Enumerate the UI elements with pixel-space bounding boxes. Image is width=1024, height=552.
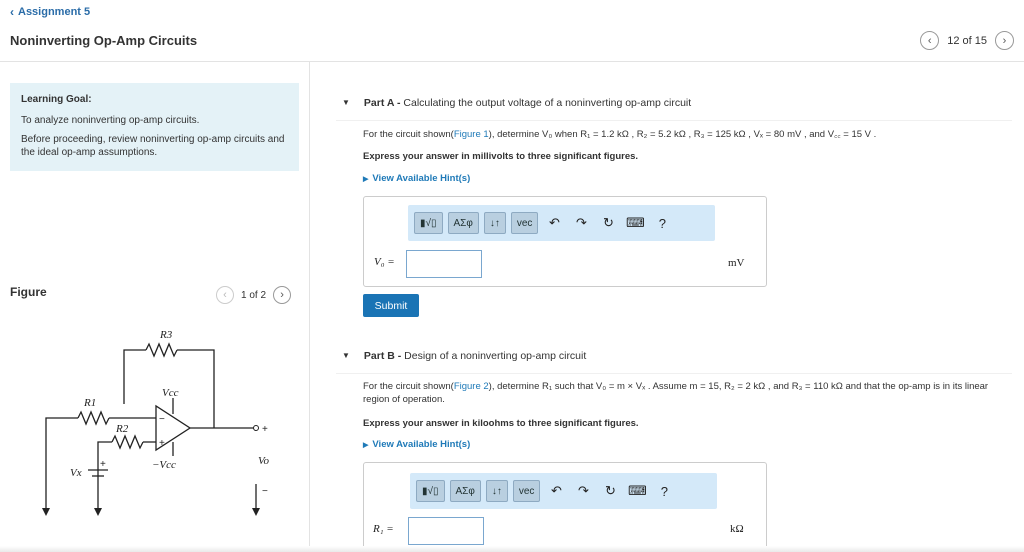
chevron-left-icon: ‹ <box>223 289 227 301</box>
part-b-instruction: Express your answer in kiloohms to three significant figures. <box>363 418 639 429</box>
back-to-assignment-link[interactable] <box>10 5 90 19</box>
part-b-question <box>363 380 1011 407</box>
submit-button[interactable]: Submit <box>363 294 419 317</box>
output-minus-sign: − <box>262 486 268 497</box>
figure-label: Figure <box>10 285 47 299</box>
r1-label: R1 <box>84 397 97 409</box>
expand-triangle-icon: ▶ <box>363 176 369 183</box>
part-a-unit: mV <box>728 257 745 269</box>
reset-icon[interactable]: ↻ <box>602 215 614 230</box>
part-b-math-toolbar <box>410 473 717 509</box>
part-b-title: Design of a noninverting op-amp circuit <box>401 349 587 362</box>
chevron-left-icon: ‹ <box>10 5 14 19</box>
r2-label: R2 <box>116 423 129 435</box>
vcc-label: Vcc <box>162 387 179 399</box>
chevron-left-icon: ‹ <box>927 34 932 47</box>
part-b-header[interactable] <box>336 338 1012 374</box>
part-a-math-toolbar <box>408 205 715 241</box>
part-b-hint-label: View Available Hint(s) <box>372 439 471 450</box>
output-plus-sign: + <box>262 424 268 435</box>
vo-label: Vo <box>258 455 269 467</box>
greek-symbols-button[interactable]: ΑΣφ <box>448 212 479 234</box>
battery-plus-sign: + <box>100 459 106 470</box>
templates-button[interactable]: ▮√▯ <box>416 480 445 502</box>
keyboard-icon[interactable]: ⌨ <box>628 483 647 498</box>
bottom-shadow <box>0 546 1024 552</box>
chevron-right-icon: › <box>280 289 284 301</box>
redo-icon[interactable]: ↷ <box>575 215 587 230</box>
subscript-superscript-button[interactable]: ↓↑ <box>486 480 508 502</box>
part-b-answer-box <box>363 462 767 552</box>
part-a-question-pre: For the circuit shown( <box>363 129 454 140</box>
vector-button[interactable]: vec <box>511 212 539 234</box>
part-b-unit: kΩ <box>730 523 744 535</box>
part-a-title: Calculating the output voltage of a noninverting op-amp circuit <box>400 96 692 109</box>
page-title: Noninverting Op-Amp Circuits <box>10 33 198 48</box>
help-icon[interactable]: ? <box>660 483 669 499</box>
greek-symbols-button[interactable]: ΑΣφ <box>450 480 481 502</box>
part-b-variable-label: R₁ = <box>373 523 394 535</box>
part-a-hint-link[interactable] <box>363 173 470 184</box>
undo-icon[interactable]: ↶ <box>548 215 560 230</box>
next-figure-button[interactable] <box>273 286 291 304</box>
problem-pager <box>920 31 1014 50</box>
learning-goal-box <box>10 83 299 171</box>
figure-pager <box>216 286 291 304</box>
learning-goal-text: To analyze noninverting op-amp circuits. <box>21 114 200 126</box>
collapse-triangle-icon: ▼ <box>342 98 350 107</box>
keyboard-icon[interactable]: ⌨ <box>626 215 645 230</box>
learning-goal-review: Before proceeding, review noninverting op-amp circuits and the ideal op-amp assumptions. <box>21 134 285 158</box>
figure-2-link[interactable]: Figure 2 <box>453 381 489 392</box>
header-divider <box>0 61 1024 62</box>
part-a-answer-box <box>363 196 767 287</box>
part-a-name: Part A - <box>363 96 401 109</box>
neg-vcc-label: −Vcc <box>152 459 176 471</box>
part-a-hint-label: View Available Hint(s) <box>372 173 471 184</box>
previous-figure-button[interactable] <box>216 286 234 304</box>
problem-pager-text: 12 of 15 <box>947 34 987 47</box>
previous-problem-button[interactable] <box>920 31 939 50</box>
r3-label: R3 <box>160 329 173 341</box>
undo-icon[interactable]: ↶ <box>550 483 562 498</box>
part-b-answer-input[interactable] <box>408 517 484 545</box>
chevron-right-icon: › <box>1002 34 1007 47</box>
subscript-superscript-button[interactable]: ↓↑ <box>484 212 506 234</box>
back-link-label: Assignment 5 <box>18 6 91 18</box>
column-divider <box>309 62 310 552</box>
templates-button[interactable]: ▮√▯ <box>414 212 443 234</box>
noninverting-input-sign: + <box>159 438 165 449</box>
redo-icon[interactable]: ↷ <box>577 483 589 498</box>
learning-goal-title: Learning Goal: <box>21 94 92 105</box>
vector-button[interactable]: vec <box>513 480 541 502</box>
part-b-question-pre: For the circuit shown( <box>363 381 454 392</box>
vx-label: Vx <box>70 467 82 479</box>
collapse-triangle-icon: ▼ <box>342 351 350 360</box>
part-a-question-post: ), determine V₀ when R₁ = 1.2 kΩ , R₂ = 5.2 kΩ , R₃ = 125 kΩ , Vₓ = 80 mV , and V꜀꜀ = 15 V . <box>488 129 877 140</box>
part-a-variable-label: V₀ = <box>374 256 395 268</box>
part-a-instruction: Express your answer in millivolts to three significant figures. <box>363 151 639 162</box>
op-amp-circuit-diagram <box>36 322 286 527</box>
next-problem-button[interactable] <box>995 31 1014 50</box>
part-a-question <box>363 128 1003 141</box>
part-a-header[interactable] <box>336 85 1012 121</box>
figure-1-link[interactable]: Figure 1 <box>453 129 489 140</box>
part-a-answer-input[interactable] <box>406 250 482 278</box>
figure-pager-text: 1 of 2 <box>241 289 267 301</box>
reset-icon[interactable]: ↻ <box>604 483 616 498</box>
expand-triangle-icon: ▶ <box>363 442 369 449</box>
help-icon[interactable]: ? <box>658 215 667 231</box>
part-b-question-post: ), determine R₁ such that V₀ = m × Vₓ . Assume m = 15, R₂ = 2 kΩ , and R₃ = 110 kΩ and that the op-amp is in its linear region of operation. <box>363 381 989 406</box>
part-b-name: Part B - <box>363 349 402 362</box>
part-b-hint-link[interactable] <box>363 439 470 450</box>
inverting-input-sign: − <box>159 414 165 425</box>
